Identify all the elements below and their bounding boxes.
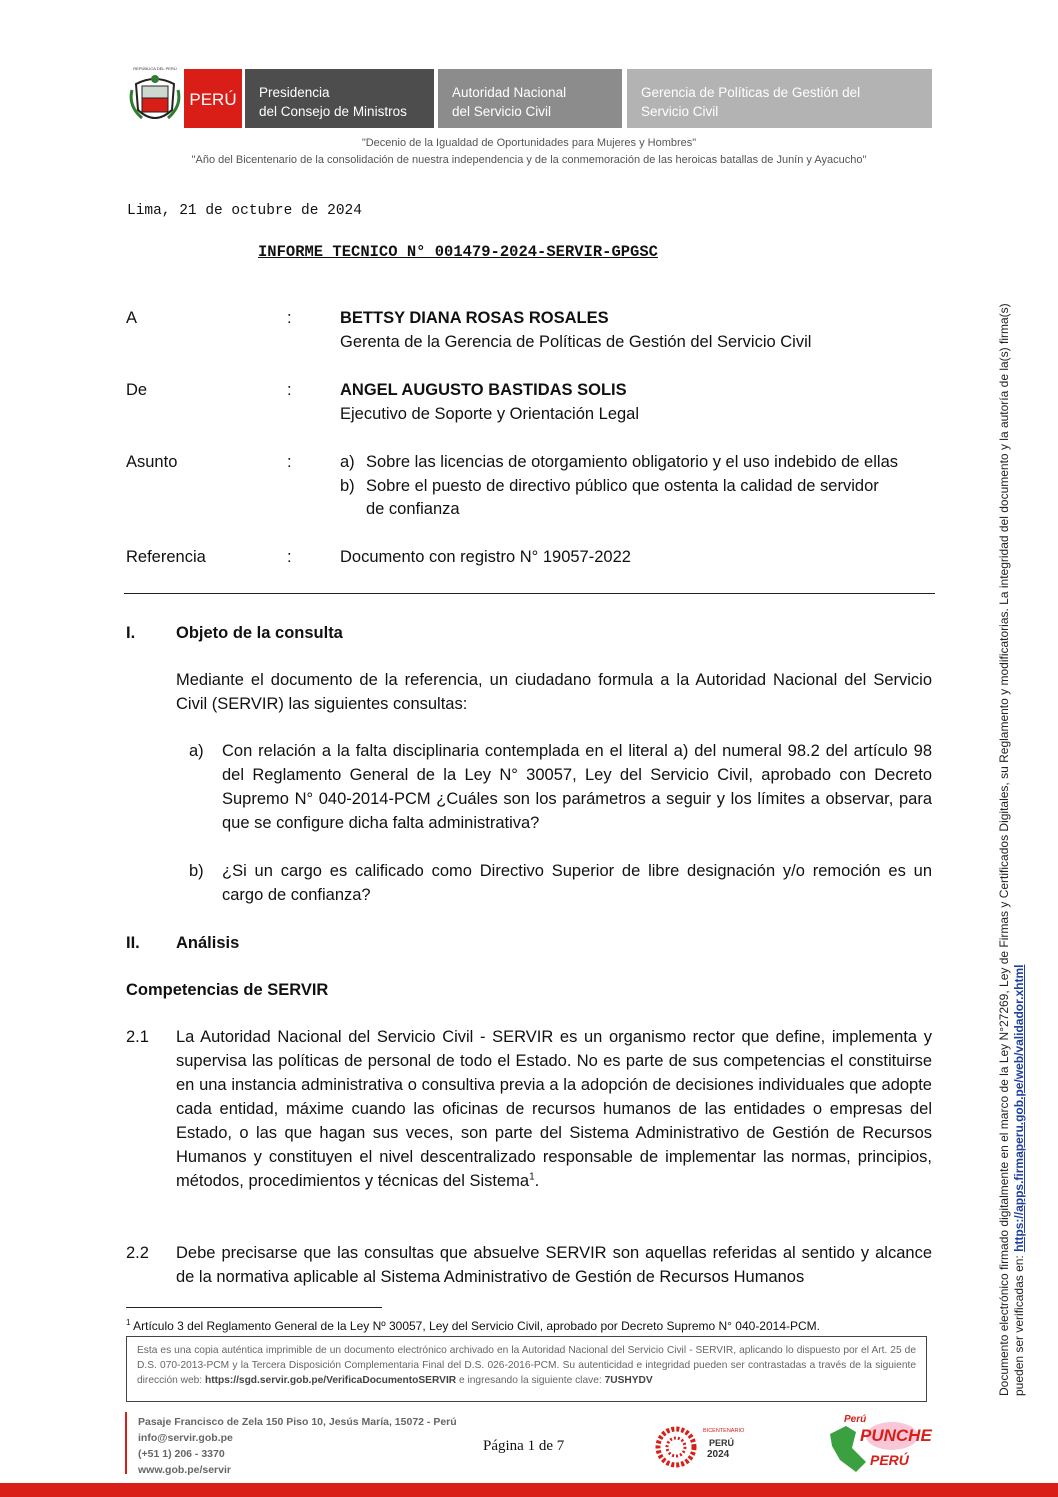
bicentenario-logo bbox=[651, 1422, 757, 1472]
footer-web[interactable]: www.gob.pe/servir bbox=[138, 1464, 231, 1476]
document-title: INFORME TECNICO N° 001479-2024-SERVIR-GPGSC bbox=[258, 243, 658, 261]
footer-address: Pasaje Francisco de Zela 150 Piso 10, Jesús María, 15072 - Perú bbox=[138, 1416, 457, 1428]
footer-phone: (+51 1) 206 - 3370 bbox=[138, 1448, 225, 1460]
footnote-mark: 1 bbox=[126, 1318, 131, 1327]
punche-line1: Perú bbox=[844, 1414, 867, 1425]
section2-number: II. bbox=[126, 934, 140, 952]
memo-ref-colon: : bbox=[287, 548, 292, 566]
memo-asunto-colon: : bbox=[287, 453, 292, 471]
footer-email[interactable]: info@servir.gob.pe bbox=[138, 1432, 233, 1444]
firmaperu-validator-link[interactable]: https://apps.firmaperu.gob.pe/web/validador.xhtml bbox=[1012, 964, 1026, 1252]
section1-intro: Mediante el documento de la referencia, un ciudadano formula a la Autoridad Nacional del Servicio Civil (SERVIR) las siguientes consultas: bbox=[176, 671, 932, 713]
paragraph-2-2-number: 2.2 bbox=[126, 1244, 149, 1262]
memo-ref-value: Documento con registro N° 19057-2022 bbox=[340, 548, 631, 566]
section1-number: I. bbox=[126, 624, 136, 642]
section2-subtitle: Competencias de SERVIR bbox=[126, 981, 329, 999]
memo-de-role: Ejecutivo de Soporte y Orientación Legal bbox=[340, 405, 640, 423]
peru-coat-of-arms-icon bbox=[128, 70, 182, 128]
memo-a-label: A bbox=[126, 309, 138, 327]
punche-line3: PERÚ bbox=[870, 1452, 909, 1468]
verification-url[interactable]: https://sgd.servir.gob.pe/VerificaDocumentoSERVIR bbox=[204, 1375, 457, 1386]
memo-a-colon: : bbox=[287, 309, 292, 327]
memo-asunto-a: Sobre las licencias de otorgamiento obligatorio y el uso indebido de ellas bbox=[366, 453, 898, 471]
bicentenario-line2: PERÚ bbox=[709, 1438, 735, 1448]
footnote-divider bbox=[126, 1307, 382, 1308]
memo-de-label: De bbox=[126, 381, 148, 399]
header-box-pcm bbox=[245, 69, 434, 128]
memo-asunto-b-line1: Sobre el puesto de directivo público que ostenta la calidad de servidor bbox=[366, 477, 879, 495]
memo-de-name: ANGEL AUGUSTO BASTIDAS SOLIS bbox=[340, 381, 627, 399]
paragraph-2-1 bbox=[176, 1025, 932, 1193]
footer-red-band bbox=[0, 1483, 1058, 1497]
footnote-text: Artículo 3 del Reglamento General de la Ley Nº 30057, Ley del Servicio Civil, aprobado por Decreto Supremo N° 040-2014-PCM. bbox=[133, 1319, 821, 1333]
verification-text: Esta es una copia auténtica imprimible de un documento electrónico archivado en la Autoridad Nacional del Servicio Civil - SERVIR, aplicando lo dispuesto por el Art. 25 de D.S. 070-2013-PCM y la Tercera Disposición Complementaria Final del D.S. 026-2016-PCM. Su autenticidad e integridad pueden ser contrastadas a través de la siguiente dirección web: bbox=[137, 1345, 916, 1386]
footnote-ref-1: 1 bbox=[529, 1171, 535, 1183]
header-box-servir-line2: del Servicio Civil bbox=[452, 104, 552, 119]
footnote bbox=[126, 1319, 820, 1333]
header-box-pcm-line2: del Consejo de Ministros bbox=[259, 104, 407, 119]
memo-a-role: Gerenta de la Gerencia de Políticas de Gestión del Servicio Civil bbox=[340, 333, 812, 351]
peru-punche-logo bbox=[826, 1414, 932, 1474]
header-box-pcm-line1: Presidencia bbox=[259, 85, 330, 100]
paragraph-2-2: Debe precisarse que las consultas que absuelve SERVIR son aquellas referidas al sentido y alcance de la normativa aplicable al Sistema Administrativo de Gestión de Recursos Humanos bbox=[176, 1244, 932, 1286]
verification-mid: e ingresando la siguiente clave: bbox=[458, 1375, 602, 1386]
memo-de-colon: : bbox=[287, 381, 292, 399]
memo-divider bbox=[124, 593, 935, 594]
side-note-line2-prefix: pueden ser verificadas en: bbox=[1012, 1251, 1026, 1396]
section1-item-b-mark: b) bbox=[189, 862, 204, 880]
memo-asunto-label: Asunto bbox=[126, 453, 178, 471]
footer-contact bbox=[138, 1414, 457, 1478]
paragraph-2-1-text: La Autoridad Nacional del Servicio Civil - SERVIR es un organismo rector que define, implementa y supervisa las políticas de personal de todo el Estado. No es parte de sus competencias el constituirse en una instancia administrativa o consultiva previa a la adopción de decisiones individuales que adopte cada entidad, máxime cuando las oficinas de recursos humanos de las entidades o empresas del Estado, o las que hagan sus veces, son parte del Sistema Administrativo de Gestión de Recursos Humanos y constituyen el nivel descentralizado responsable de implementar las normas, principios, métodos, procedimientos y técnicas del Sistema bbox=[176, 1028, 932, 1190]
bicentenario-line3: 2024 bbox=[707, 1449, 730, 1460]
side-note-line2 bbox=[1012, 965, 1026, 1396]
memo-asunto-a-mark: a) bbox=[340, 453, 355, 471]
section1-title: Objeto de la consulta bbox=[176, 624, 343, 642]
side-note-line1: Documento electrónico firmado digitalmente en el marco de la Ley N°27269, Ley de Firmas y Certificados Digitales, su Reglamento y modificatorias. La integridad del documento y la autoría de la(s) firma(s) bbox=[997, 303, 1011, 1396]
header-box-servir bbox=[438, 69, 622, 128]
section1-item-b: ¿Si un cargo es calificado como Directivo Superior de libre designación y/o remoción es un cargo de confianza? bbox=[222, 862, 932, 904]
verification-box bbox=[126, 1336, 927, 1402]
section1-item-a-mark: a) bbox=[189, 742, 204, 760]
motto-decade: "Decenio de la Igualdad de Oportunidades para Mujeres y Hombres" bbox=[361, 137, 697, 149]
seal-text: REPÚBLICA DEL PERÚ bbox=[133, 66, 177, 71]
document-date: Lima, 21 de octubre de 2024 bbox=[127, 203, 362, 219]
section2-title: Análisis bbox=[176, 934, 240, 952]
header-box-gerencia bbox=[627, 69, 932, 128]
memo-asunto-b-line2: de confianza bbox=[366, 500, 460, 518]
page-number: Página 1 de 7 bbox=[483, 1438, 565, 1454]
section1-item-a: Con relación a la falta disciplinaria contemplada en el literal a) del numeral 98.2 del artículo 98 del Reglamento General de la Ley N° 30057, Ley del Servicio Civil, aprobado con Decreto Supremo N° 040-2014-PCM ¿Cuáles son los parámetros a seguir y los límites a observar, para que se configure dicha falta administrativa? bbox=[222, 742, 932, 832]
peru-label: PERÚ bbox=[189, 90, 237, 109]
paragraph-2-1-end: . bbox=[534, 1172, 540, 1190]
header-box-gerencia-line2: Servicio Civil bbox=[641, 104, 719, 119]
punche-line2: PUNCHE bbox=[860, 1426, 932, 1445]
memo-a-name: BETTSY DIANA ROSAS ROSALES bbox=[340, 309, 609, 327]
bicentenario-sun-icon bbox=[651, 1422, 701, 1472]
header-box-servir-line1: Autoridad Nacional bbox=[452, 85, 567, 100]
paragraph-2-1-number: 2.1 bbox=[126, 1028, 149, 1046]
footer-red-rule bbox=[125, 1412, 127, 1474]
header-box-gerencia-line1: Gerencia de Políticas de Gestión del bbox=[641, 85, 861, 100]
verification-key: 7USHYDV bbox=[604, 1375, 653, 1386]
bicentenario-line1: BICENTENARIO bbox=[703, 1428, 745, 1434]
memo-asunto-b-mark: b) bbox=[340, 477, 355, 495]
motto-year: "Año del Bicentenario de la consolidación de nuestra independencia y de la conmemoración de las heroicas batallas de Junín y Ayacucho" bbox=[191, 154, 867, 166]
memo-ref-label: Referencia bbox=[126, 548, 206, 566]
